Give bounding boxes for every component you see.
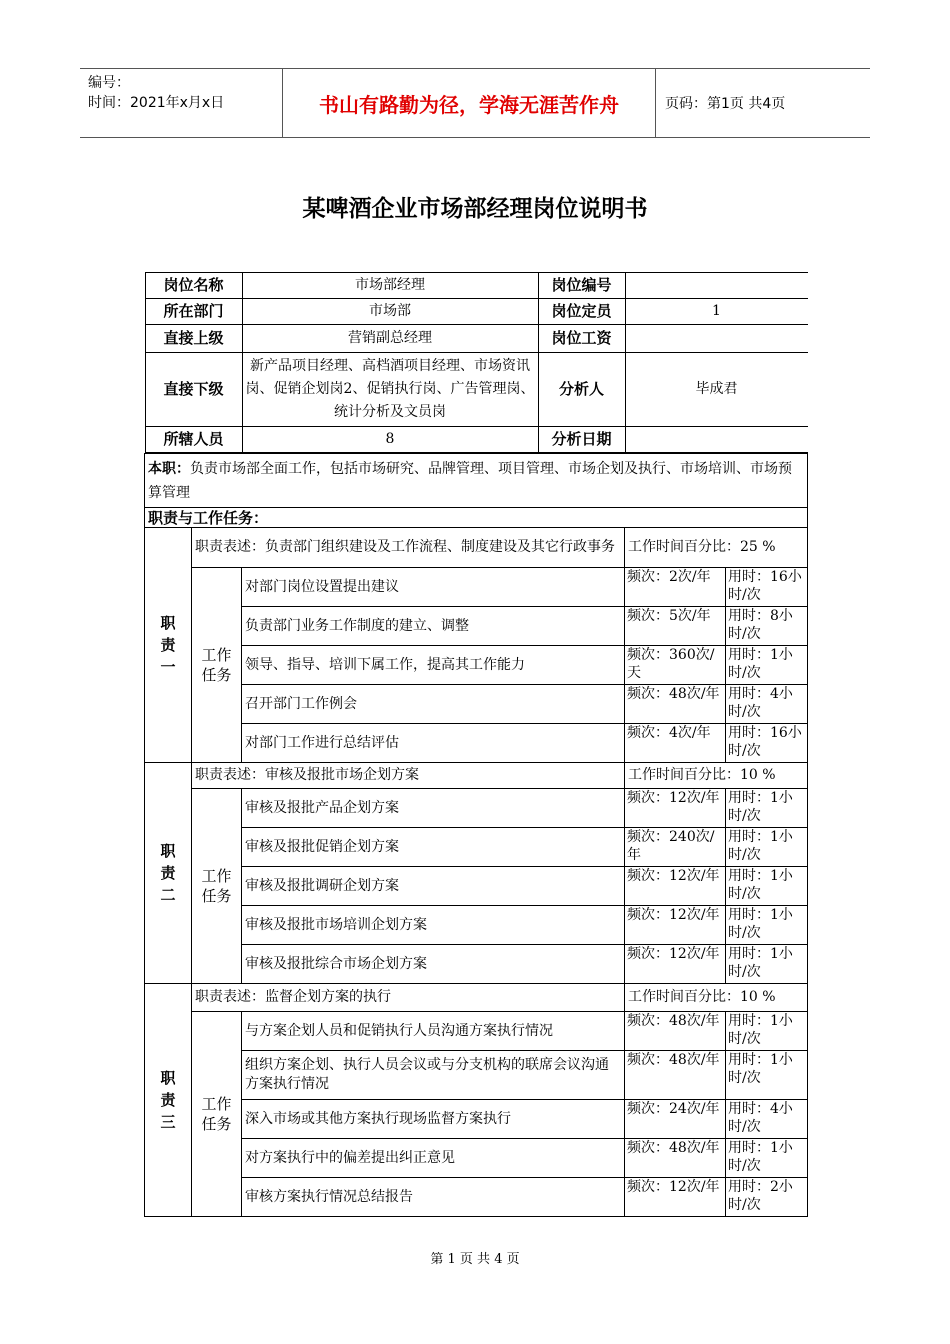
work-task-label-text: 工作任务	[201, 867, 232, 905]
task-row	[145, 1012, 808, 1051]
analyst-value: 毕成君	[625, 353, 808, 427]
duty-description: 职责表述：负责部门组织建设及工作流程、制度建设及其它行政事务	[192, 528, 625, 568]
task-frequency: 频次：48次/年	[625, 1051, 726, 1100]
task-row	[145, 568, 808, 607]
job-description-table	[144, 272, 808, 1217]
tasks-header-row	[145, 508, 808, 528]
task-duration: 用时：2小时/次	[726, 1178, 808, 1217]
task-duration: 用时：16小时/次	[726, 568, 808, 607]
document-title: 某啤酒企业市场部经理岗位说明书	[302, 196, 648, 222]
date-value	[625, 427, 808, 453]
duty-summary-text: 负责市场部全面工作，包括市场研究、品牌管理、项目管理、市场企划及执行、市场培训、市场预算管理	[148, 460, 792, 501]
task-frequency: 频次：2次/年	[625, 568, 726, 607]
task-frequency: 频次：360次/天	[625, 646, 726, 685]
task-description: 对部门岗位设置提出建议	[242, 568, 625, 607]
info-row-position-name	[145, 273, 808, 299]
task-frequency: 频次：4次/年	[625, 724, 726, 763]
info-table	[145, 272, 808, 453]
header-page-number: 页码：第1页 共4页	[665, 96, 786, 112]
task-duration: 用时：8小时/次	[726, 607, 808, 646]
task-row	[145, 685, 808, 724]
info-row-department	[145, 299, 808, 325]
duty-name	[145, 763, 192, 984]
duty-summary	[145, 454, 808, 508]
quota-label: 岗位定员	[538, 299, 625, 325]
duty-name-text: 职责二	[160, 842, 176, 904]
date-label: 时间：2021年x月x日	[88, 95, 225, 111]
task-frequency: 频次：24次/年	[625, 1100, 726, 1139]
header-motto: 书山有路勤为径，学海无涯苦作舟	[282, 69, 656, 137]
page-header	[80, 68, 870, 138]
task-frequency: 频次：12次/年	[625, 867, 726, 906]
info-cell	[145, 272, 808, 454]
task-duration: 用时：1小时/次	[726, 646, 808, 685]
info-row-subordinates	[145, 353, 808, 427]
duty-desc-row	[145, 984, 808, 1012]
task-description: 召开部门工作例会	[242, 685, 625, 724]
task-frequency: 频次：5次/年	[625, 607, 726, 646]
work-task-label	[192, 1012, 242, 1217]
task-row	[145, 867, 808, 906]
task-frequency: 频次：240次/年	[625, 828, 726, 867]
task-description: 审核及报批市场培训企划方案	[242, 906, 625, 945]
task-duration: 用时：1小时/次	[726, 1012, 808, 1051]
work-task-label	[192, 568, 242, 763]
tasks-header: 职责与工作任务：	[145, 508, 808, 528]
salary-label: 岗位工资	[538, 325, 625, 353]
task-description: 组织方案企划、执行人员会议或与分支机构的联席会议沟通方案执行情况	[242, 1051, 625, 1100]
duty-summary-label: 本职：	[148, 460, 190, 477]
work-task-label-text: 工作任务	[201, 1095, 232, 1133]
duty-name-text: 职责三	[160, 1069, 176, 1131]
duty-summary-row	[145, 454, 808, 508]
duty-time-percent: 工作时间百分比：10 %	[625, 984, 808, 1012]
task-row	[145, 789, 808, 828]
task-description: 审核及报批调研企划方案	[242, 867, 625, 906]
task-description: 审核及报批促销企划方案	[242, 828, 625, 867]
task-row	[145, 724, 808, 763]
duty-name-text: 职责一	[160, 614, 176, 676]
task-description: 审核方案执行情况总结报告	[242, 1178, 625, 1217]
task-duration: 用时：1小时/次	[726, 867, 808, 906]
duty-time-percent: 工作时间百分比：10 %	[625, 763, 808, 789]
analyst-label: 分析人	[538, 353, 625, 427]
date-label: 分析日期	[538, 427, 625, 453]
task-duration: 用时：1小时/次	[726, 828, 808, 867]
task-duration: 用时：1小时/次	[726, 1139, 808, 1178]
staff-label: 所辖人员	[145, 427, 242, 453]
task-description: 对部门工作进行总结评估	[242, 724, 625, 763]
task-description: 深入市场或其他方案执行现场监督方案执行	[242, 1100, 625, 1139]
task-duration: 用时：1小时/次	[726, 789, 808, 828]
task-row	[145, 828, 808, 867]
subordinates-value: 新产品项目经理、高档酒项目经理、市场资讯岗、促销企划岗2、促销执行岗、广告管理岗、统计分析及文员岗	[242, 353, 538, 427]
code-label: 编号：	[88, 75, 130, 91]
task-description: 对方案执行中的偏差提出纠正意见	[242, 1139, 625, 1178]
task-duration: 用时：4小时/次	[726, 1100, 808, 1139]
superior-label: 直接上级	[145, 325, 242, 353]
quota-value: 1	[625, 299, 808, 325]
duty-description: 职责表述：审核及报批市场企划方案	[192, 763, 625, 789]
task-duration: 用时：1小时/次	[726, 906, 808, 945]
staff-value: 8	[242, 427, 538, 453]
task-duration: 用时：1小时/次	[726, 945, 808, 984]
task-description: 与方案企划人员和促销执行人员沟通方案执行情况	[242, 1012, 625, 1051]
task-row	[145, 1100, 808, 1139]
superior-value: 营销副总经理	[242, 325, 538, 353]
task-duration: 用时：16小时/次	[726, 724, 808, 763]
position-name-value: 市场部经理	[242, 273, 538, 299]
task-frequency: 频次：48次/年	[625, 1139, 726, 1178]
task-row	[145, 906, 808, 945]
position-name-label: 岗位名称	[145, 273, 242, 299]
task-frequency: 频次：12次/年	[625, 789, 726, 828]
task-row	[145, 1139, 808, 1178]
task-frequency: 频次：48次/年	[625, 1012, 726, 1051]
duty-description: 职责表述：监督企划方案的执行	[192, 984, 625, 1012]
duty-name	[145, 984, 192, 1217]
salary-value	[625, 325, 808, 353]
task-frequency: 频次：12次/年	[625, 945, 726, 984]
work-task-label-text: 工作任务	[201, 646, 232, 684]
task-row	[145, 945, 808, 984]
task-frequency: 频次：48次/年	[625, 685, 726, 724]
task-row	[145, 646, 808, 685]
task-frequency: 频次：12次/年	[625, 906, 726, 945]
work-task-label	[192, 789, 242, 984]
duty-time-percent: 工作时间百分比：25 %	[625, 528, 808, 568]
info-row-superior	[145, 325, 808, 353]
task-description: 负责部门业务工作制度的建立、调整	[242, 607, 625, 646]
department-label: 所在部门	[145, 299, 242, 325]
header-meta	[88, 73, 224, 113]
task-description: 审核及报批综合市场企划方案	[242, 945, 625, 984]
task-row	[145, 607, 808, 646]
department-value: 市场部	[242, 299, 538, 325]
info-row-staff	[145, 427, 808, 453]
task-duration: 用时：1小时/次	[726, 1051, 808, 1100]
duty-desc-row	[145, 763, 808, 789]
task-row	[145, 1051, 808, 1100]
duty-desc-row	[145, 528, 808, 568]
page-footer: 第 1 页 共 4 页	[430, 1252, 520, 1267]
task-row	[145, 1178, 808, 1217]
task-frequency: 频次：12次/年	[625, 1178, 726, 1217]
task-duration: 用时：4小时/次	[726, 685, 808, 724]
position-code-label: 岗位编号	[538, 273, 625, 299]
subordinates-label: 直接下级	[145, 353, 242, 427]
task-description: 领导、指导、培训下属工作，提高其工作能力	[242, 646, 625, 685]
task-description: 审核及报批产品企划方案	[242, 789, 625, 828]
info-section	[145, 272, 808, 454]
duty-name	[145, 528, 192, 763]
position-code-value	[625, 273, 808, 299]
